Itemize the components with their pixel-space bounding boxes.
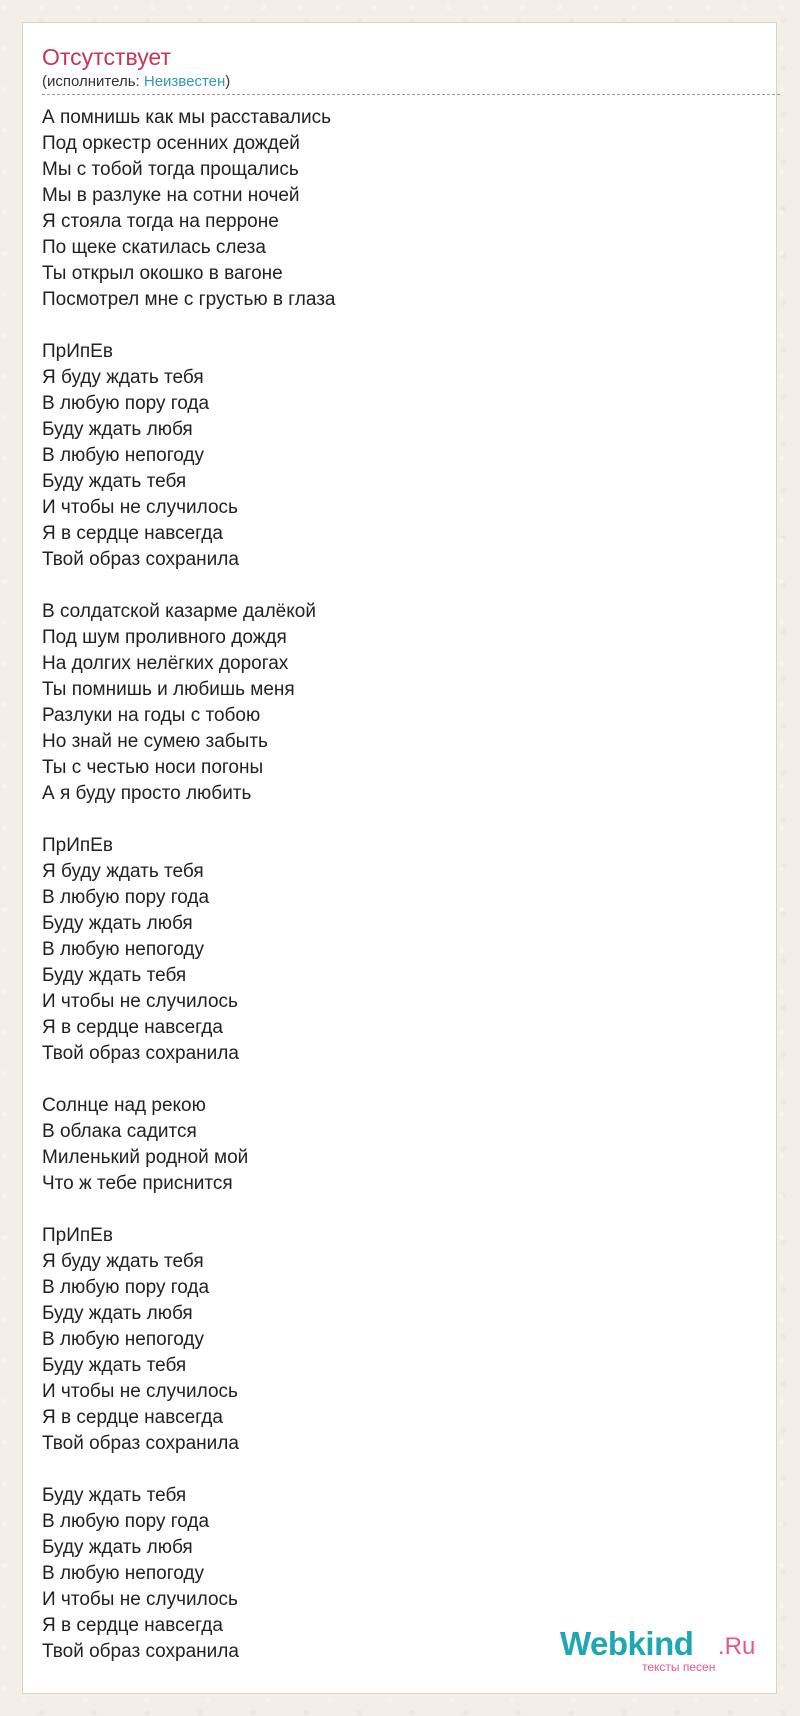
logo-wordmark: Webkind [560,1625,694,1662]
artist-line [42,73,780,95]
lyrics-card [22,22,777,1694]
song-title: Отсутствует [42,44,171,70]
artist-prefix: (исполнитель: [42,73,144,90]
logo-tagline: тексты песен [642,1660,716,1674]
lyrics-text: А помнишь как мы расставались Под оркестр осенних дождей Мы с тобой тогда прощались Мы в разлуке на сотни ночей Я стояла тогда на перроне По щеке скатилась слеза Ты открыл окошко в вагоне Посмотрел мне с грустью в глаза ПрИпЕв Я буду ждать тебя В любую пору года Буду ждать любя В любую непогоду Буду ждать тебя И чтобы не случилось Я в сердце навсегда Твой образ сохранила В солдатской казарме далёкой Под шум проливного дождя На долгих нелёгких дорогах Ты помнишь и любишь меня Разлуки на годы с тобою Но знай не сумею забыть Ты с честью носи погоны А я буду просто любить ПрИпЕв Я буду ждать тебя В любую пору года Буду ждать любя В любую непогоду Буду ждать тебя И чтобы не случилось Я в сердце навсегда Твой образ сохранила Солнце над рекою В облака садится Миленький родной мой Что ж тебе приснится ПрИпЕв Я буду ждать тебя В любую пору года Буду ждать любя В любую непогоду Буду ждать тебя И чтобы не случилось Я в сердце навсегда Твой образ сохранила Буду ждать тебя В любую пору года Буду ждать любя В любую непогоду И чтобы не случилось Я в сердце навсегда Твой образ сохранила [42,107,336,1662]
artist-link[interactable]: Неизвестен [143,73,226,90]
artist-suffix: ) [225,73,231,90]
logo-tld: .Ru [718,1633,756,1660]
webkind-logo[interactable] [560,1625,760,1675]
